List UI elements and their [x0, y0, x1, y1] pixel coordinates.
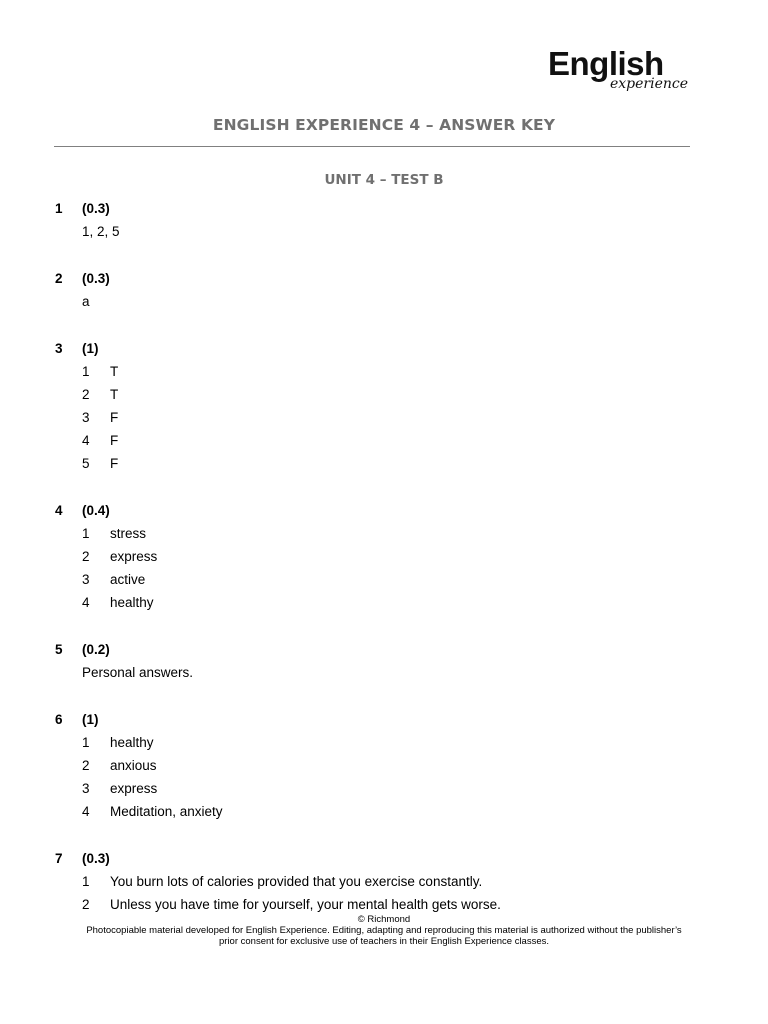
question-number: 3	[55, 341, 63, 356]
answer-item-text: express	[110, 781, 158, 796]
answer-item-number: 3	[82, 572, 90, 587]
question-3	[55, 337, 715, 475]
answer-item	[55, 429, 715, 452]
question-number: 1	[55, 201, 63, 216]
answer-text: Personal answers.	[82, 665, 194, 680]
answer-item-text: healthy	[110, 735, 154, 750]
question-header	[55, 847, 715, 870]
document-title: ENGLISH EXPERIENCE 4 – ANSWER KEY	[212, 116, 556, 134]
question-5	[55, 638, 715, 684]
answer-item	[55, 591, 715, 614]
answer-item-number: 3	[82, 781, 90, 796]
answer-text: a	[82, 294, 90, 309]
answer-item-number: 1	[82, 874, 90, 889]
answer-item	[55, 754, 715, 777]
question-spacer	[55, 823, 715, 847]
question-6	[55, 708, 715, 823]
answer-item	[55, 360, 715, 383]
answer-item-number: 5	[82, 456, 90, 471]
title-divider	[54, 146, 690, 147]
answer-item-text: healthy	[110, 595, 154, 610]
question-4	[55, 499, 715, 614]
answer-item	[55, 800, 715, 823]
question-spacer	[55, 475, 715, 499]
answer-line	[55, 661, 715, 684]
answer-item	[55, 545, 715, 568]
answer-item-text: F	[110, 433, 119, 448]
question-score: (1)	[82, 341, 99, 356]
answer-item-text: T	[110, 364, 119, 379]
question-score: (1)	[82, 712, 99, 727]
question-score: (0.3)	[82, 201, 110, 216]
answer-item-number: 1	[82, 364, 90, 379]
answer-item-text: express	[110, 549, 158, 564]
question-score: (0.3)	[82, 851, 110, 866]
question-1	[55, 197, 715, 243]
question-spacer	[55, 684, 715, 708]
answer-item-number: 2	[82, 897, 90, 912]
answer-item-number: 4	[82, 804, 90, 819]
question-number: 5	[55, 642, 63, 657]
answer-item-number: 1	[82, 526, 90, 541]
answer-item-text: T	[110, 387, 119, 402]
question-spacer	[55, 313, 715, 337]
page-footer	[0, 914, 768, 947]
answer-item	[55, 452, 715, 475]
logo-word: English	[548, 45, 664, 82]
footer-line-2: prior consent for exclusive use of teachers in their English Experience classes.	[218, 936, 550, 947]
answer-item	[55, 568, 715, 591]
question-spacer	[55, 243, 715, 267]
answer-text: 1, 2, 5	[82, 224, 120, 239]
question-number: 6	[55, 712, 63, 727]
logo-sub: experience	[610, 76, 689, 92]
answer-item-text: active	[110, 572, 146, 587]
answer-item	[55, 870, 715, 893]
document-subtitle: UNIT 4 – TEST B	[324, 172, 444, 188]
answer-item-text: stress	[110, 526, 147, 541]
answer-item-number: 2	[82, 549, 90, 564]
answer-item	[55, 383, 715, 406]
footer-copyright: © Richmond	[357, 914, 411, 925]
answer-item	[55, 893, 715, 916]
answer-item-text: F	[110, 410, 119, 425]
answer-item	[55, 406, 715, 429]
answer-item-number: 4	[82, 433, 90, 448]
answer-item-text: Unless you have time for yourself, your mental health gets worse.	[110, 897, 501, 912]
question-header	[55, 197, 715, 220]
answer-item-text: Meditation, anxiety	[110, 804, 223, 819]
answer-item	[55, 731, 715, 754]
question-score: (0.3)	[82, 271, 110, 286]
question-score: (0.4)	[82, 503, 110, 518]
answer-item-number: 1	[82, 735, 90, 750]
question-number: 2	[55, 271, 63, 286]
question-number: 4	[55, 503, 63, 518]
question-spacer	[55, 614, 715, 638]
question-header	[55, 267, 715, 290]
question-number: 7	[55, 851, 63, 866]
question-header	[55, 638, 715, 661]
question-header	[55, 708, 715, 731]
answer-item-text: You burn lots of calories provided that you exercise constantly.	[110, 874, 483, 889]
question-header	[55, 337, 715, 360]
footer-line-1: Photocopiable material developed for English Experience. Editing, adapting and reproducing this material is authorized without the publisher’s	[86, 925, 682, 936]
answer-item-number: 3	[82, 410, 90, 425]
answer-item-number: 4	[82, 595, 90, 610]
answer-list	[55, 197, 715, 916]
answer-item-text: F	[110, 456, 119, 471]
question-7	[55, 847, 715, 916]
answer-item	[55, 522, 715, 545]
question-2	[55, 267, 715, 313]
answer-line	[55, 290, 715, 313]
answer-item-text: anxious	[110, 758, 157, 773]
english-experience-logo	[548, 44, 698, 94]
answer-line	[55, 220, 715, 243]
answer-item-number: 2	[82, 387, 90, 402]
question-score: (0.2)	[82, 642, 110, 657]
question-header	[55, 499, 715, 522]
answer-item-number: 2	[82, 758, 90, 773]
answer-item	[55, 777, 715, 800]
